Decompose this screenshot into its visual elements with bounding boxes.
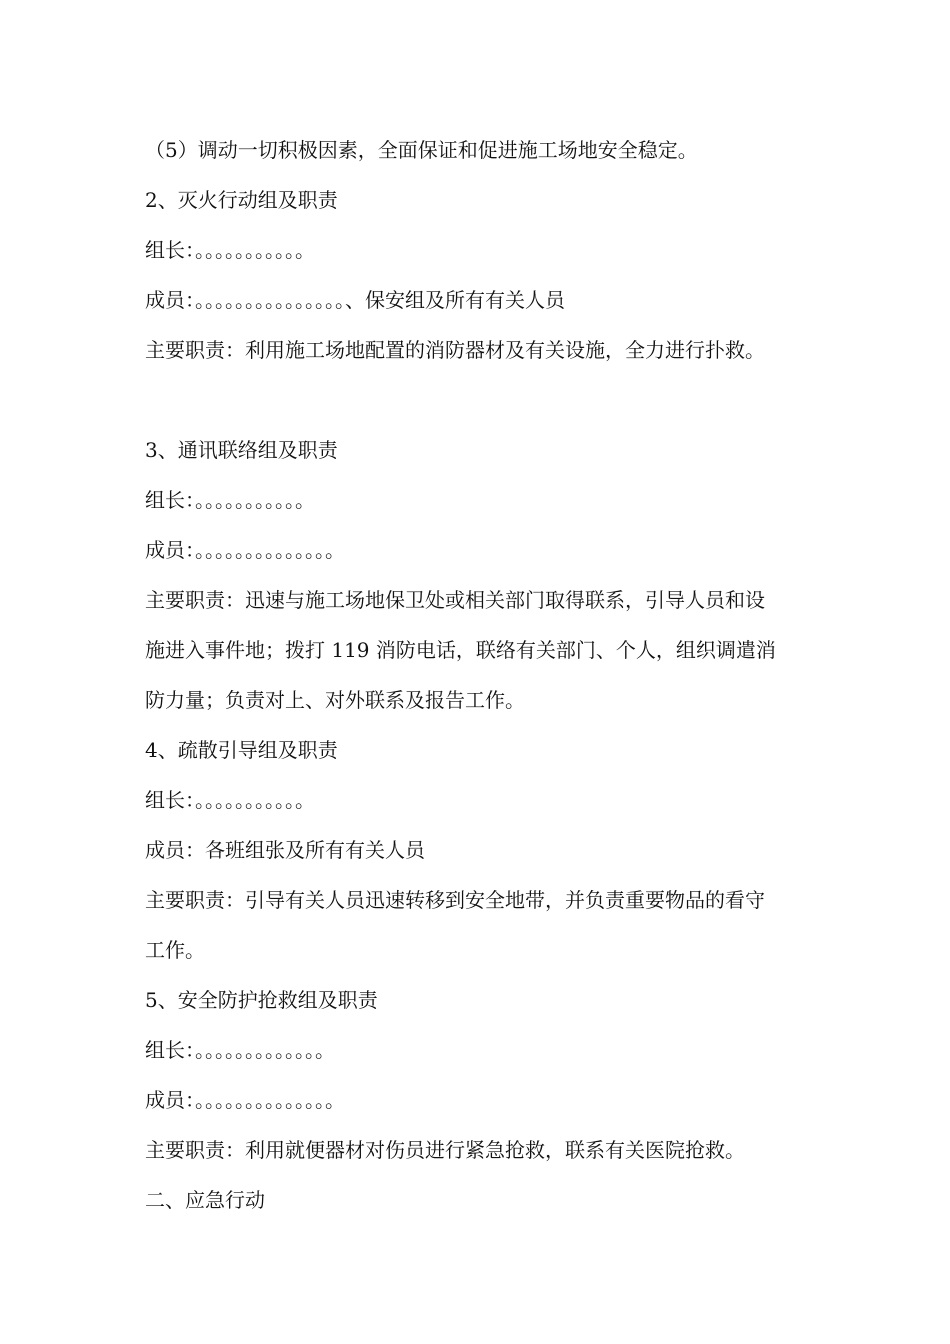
fire-team-duties: 主要职责：利用施工场地配置的消防器材及有关设施，全力进行扑救。 [145, 338, 765, 362]
section-heading-emergency-action: 二、应急行动 [145, 1188, 265, 1212]
paragraph-item-5: （5）调动一切积极因素，全面保证和促进施工场地安全稳定。 [145, 138, 698, 162]
comm-team-duties-line-1: 主要职责：迅速与施工场地保卫处或相关部门取得联系，引导人员和设 [145, 588, 765, 612]
section-heading-rescue: 5、安全防护抢救组及职责 [145, 988, 378, 1012]
evac-team-members: 成员：各班组张及所有有关人员 [145, 838, 425, 862]
rescue-team-duties: 主要职责：利用就便器材对伤员进行紧急抢救，联系有关医院抢救。 [145, 1138, 745, 1162]
comm-team-duties-line-2: 施进入事件地；拨打 119 消防电话，联络有关部门、个人，组织调遣消 [145, 638, 776, 662]
fire-team-members: 成员：。。。。。。。。。。。。。。。、保安组及所有有关人员 [145, 288, 565, 312]
evac-team-duties-line-2: 工作。 [145, 938, 205, 962]
comm-team-members: 成员：。。。。。。。。。。。。。。 [145, 538, 345, 562]
document-body [145, 125, 845, 1225]
rescue-team-leader: 组长：。。。。。。。。。。。。。 [145, 1038, 335, 1062]
section-heading-fire-fighting: 2、灭火行动组及职责 [145, 188, 338, 212]
comm-team-duties-line-3: 防力量；负责对上、对外联系及报告工作。 [145, 688, 525, 712]
rescue-team-members: 成员：。。。。。。。。。。。。。。 [145, 1088, 345, 1112]
blank-line [145, 375, 845, 425]
comm-team-leader: 组长：。。。。。。。。。。。 [145, 488, 315, 512]
evac-team-duties-line-1: 主要职责：引导有关人员迅速转移到安全地带，并负责重要物品的看守 [145, 888, 765, 912]
section-heading-communication: 3、通讯联络组及职责 [145, 438, 338, 462]
fire-team-leader: 组长：。。。。。。。。。。。 [145, 238, 315, 262]
section-heading-evacuation: 4、疏散引导组及职责 [145, 738, 338, 762]
evac-team-leader: 组长：。。。。。。。。。。。 [145, 788, 315, 812]
